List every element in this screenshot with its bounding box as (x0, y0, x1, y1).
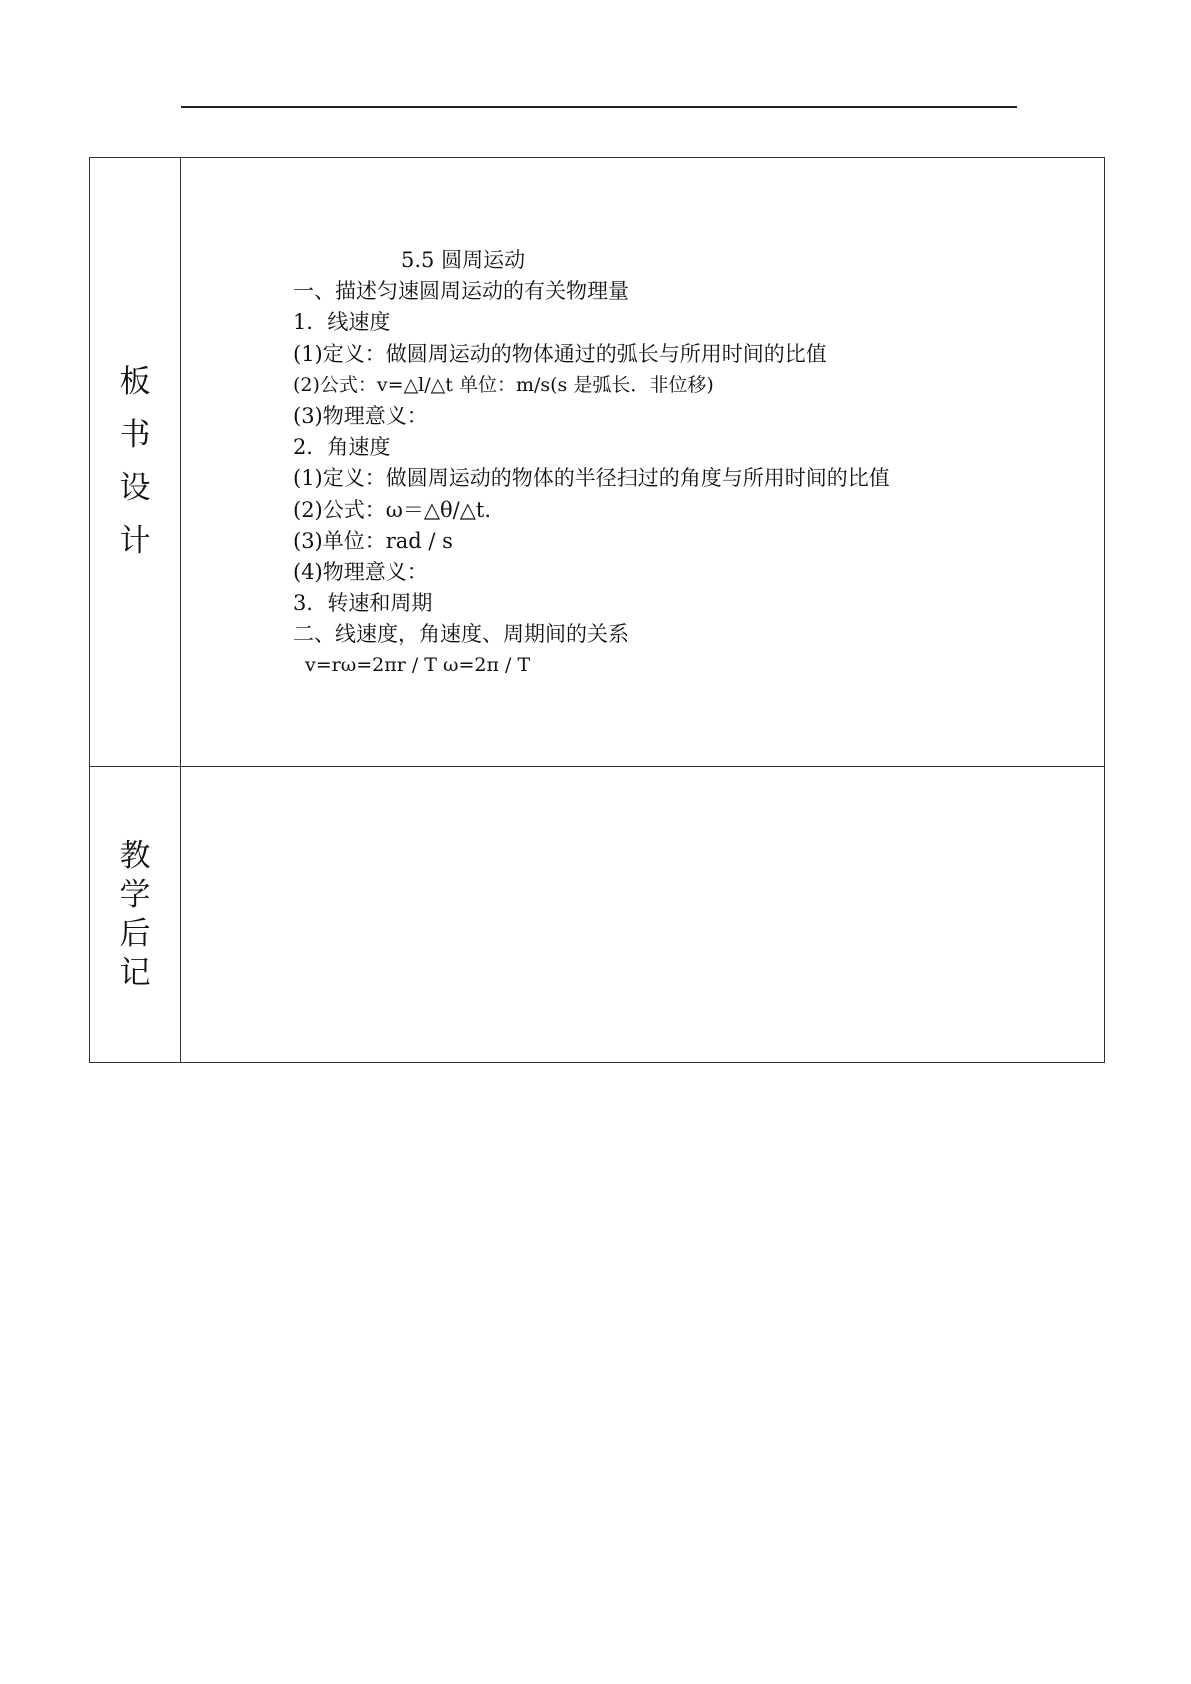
label-char: 设 (119, 470, 151, 506)
lesson-title: 5.5 圆周运动 (401, 248, 526, 272)
label-char: 计 (119, 523, 151, 559)
board-design-label (90, 158, 181, 766)
text-line: (1)定义：做圆周运动的物体的半径扫过的角度与所用时间的比值 (293, 466, 890, 491)
relation-formula: v=rω=2πr / T ω=2π / T (305, 654, 531, 677)
section-heading: 一、描述匀速圆周运动的有关物理量 (293, 279, 629, 304)
subsection-heading: 1．线速度 (293, 310, 391, 335)
formula-text-line: (2)公式：v=△l/△t 单位：m/s(s 是弧长．非位移) (293, 373, 714, 396)
text-line: (4)物理意义： (293, 559, 428, 584)
board-design-content (181, 158, 1104, 766)
board-design-row (90, 158, 1104, 767)
header-rule (181, 106, 1017, 108)
label-char: 教 (119, 837, 151, 874)
label-char: 后 (119, 915, 151, 952)
label-char: 板 (119, 364, 151, 400)
label-char: 书 (119, 417, 151, 453)
label-char: 学 (119, 876, 151, 913)
text-line: (3)物理意义： (293, 403, 428, 428)
teaching-notes-row (90, 767, 1104, 1062)
teaching-notes-label (90, 767, 181, 1062)
formula-text-line: (2)公式：ω＝△θ/△t. (293, 497, 492, 522)
subsection-heading: 3．转速和周期 (293, 591, 433, 616)
board-design-text (293, 245, 1113, 682)
label-char: 记 (119, 954, 151, 991)
text-line: (1)定义：做圆周运动的物体通过的弧长与所用时间的比值 (293, 341, 827, 366)
section-heading: 二、线速度，角速度、周期间的关系 (293, 622, 629, 647)
teaching-notes-content (181, 767, 1104, 1062)
subsection-heading: 2．角速度 (293, 435, 391, 460)
text-line: (3)单位：rad / s (293, 528, 453, 553)
lesson-plan-table (89, 157, 1105, 1063)
